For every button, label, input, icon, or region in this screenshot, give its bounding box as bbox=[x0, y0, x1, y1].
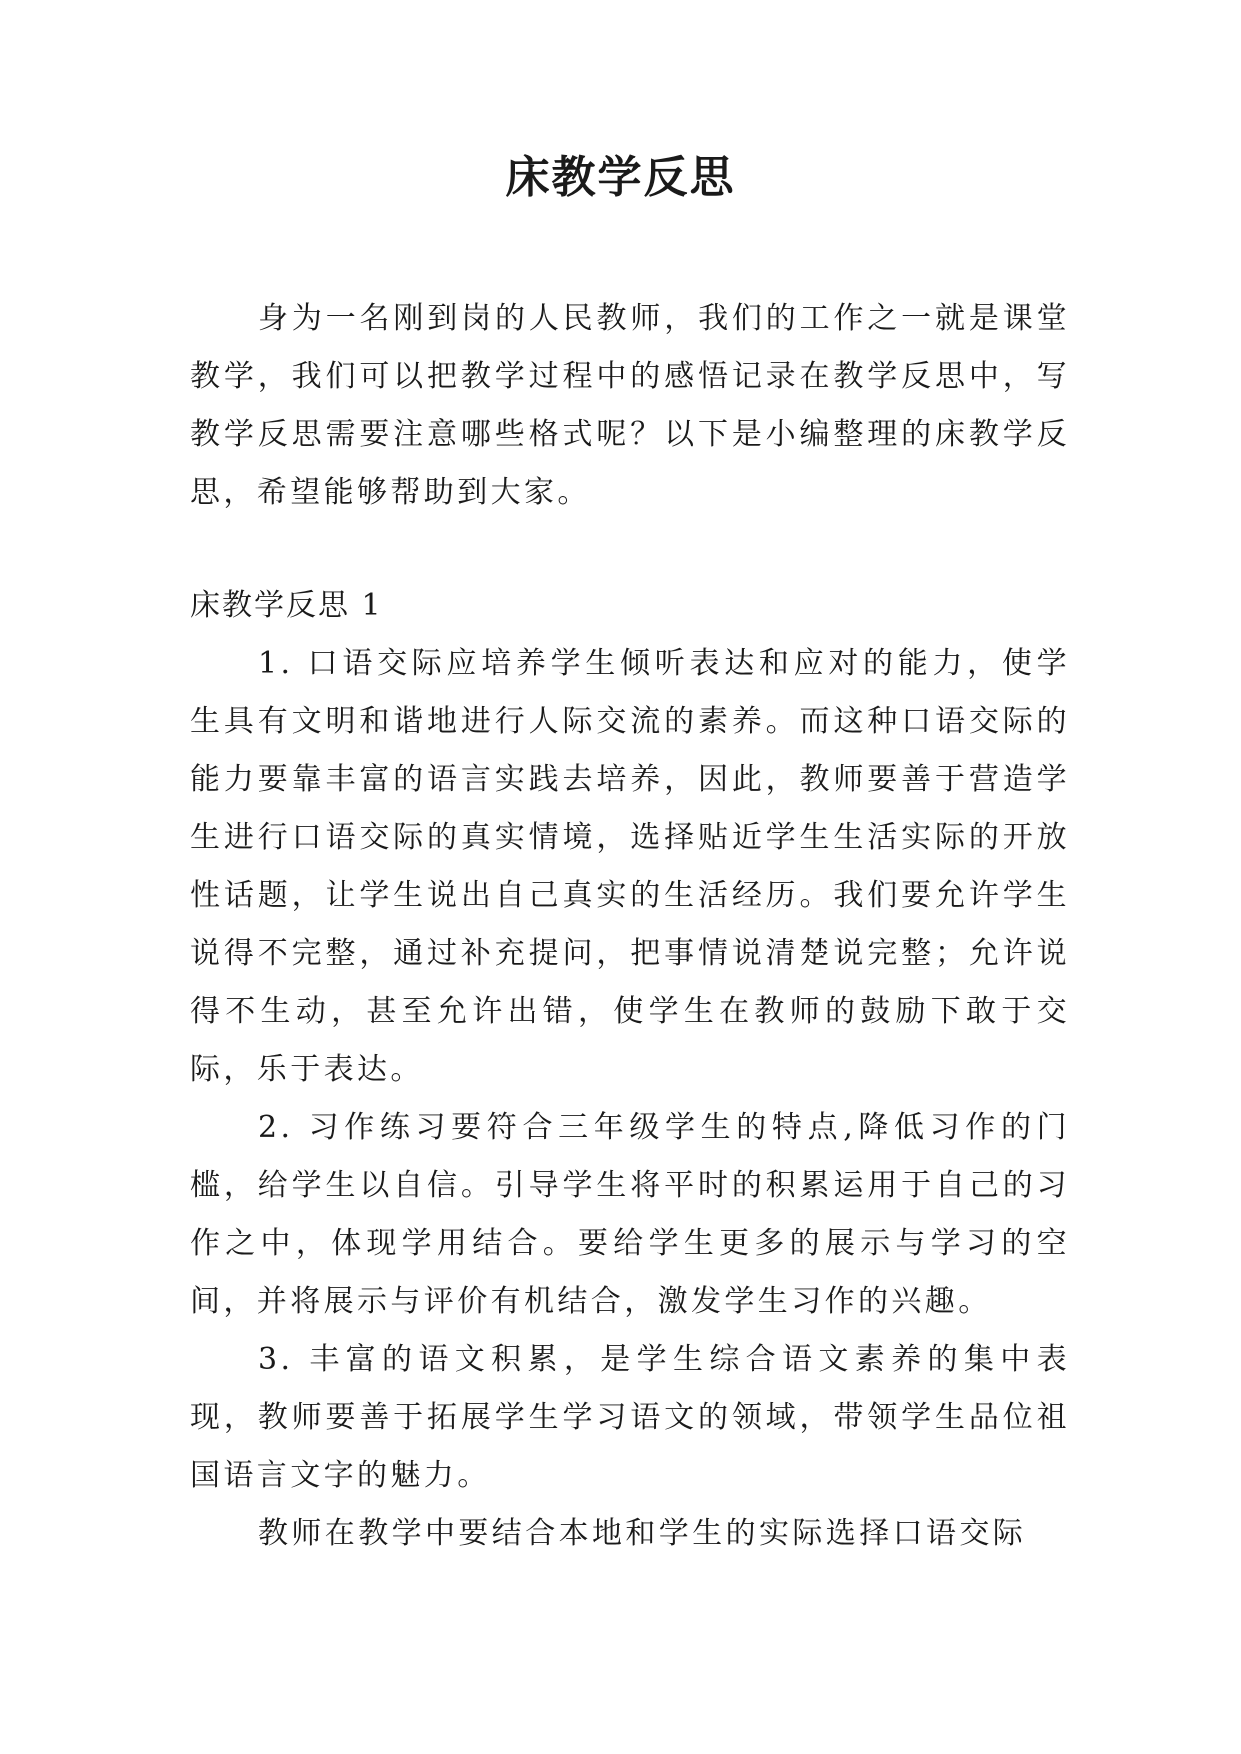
intro-paragraph: 身为一名刚到岗的人民教师，我们的工作之一就是课堂教学，我们可以把教学过程中的感悟记录在教学反思中，写教学反思需要注意哪些格式呢？以下是小编整理的床教学反思，希望能够帮助到大家。 bbox=[190, 301, 1070, 510]
paragraph-4: 教师在教学中要结合本地和学生的实际选择口语交际 bbox=[258, 1516, 1027, 1551]
paragraph-3: 3. 丰富的语文积累，是学生综合语文素养的集中表现，教师要善于拓展学生学习语文的领域，带领学生品位祖国语言文字的魅力。 bbox=[190, 1342, 1070, 1493]
document-title: 床教学反思 bbox=[505, 152, 736, 203]
section-heading: 床教学反思 1 bbox=[190, 588, 383, 623]
paragraph-2: 2. 习作练习要符合三年级学生的特点,降低习作的门槛，给学生以自信。引导学生将平时的积累运用于自己的习作之中，体现学用结合。要给学生更多的展示与学习的空间，并将展示与评价有机结合，激发学生习作的兴趣。 bbox=[190, 1110, 1070, 1319]
paragraph-1: 1. 口语交际应培养学生倾听表达和应对的能力，使学生具有文明和谐地进行人际交流的素养。而这种口语交际的能力要靠丰富的语言实践去培养，因此，教师要善于营造学生进行口语交际的真实情境，选择贴近学生生活实际的开放性话题，让学生说出自己真实的生活经历。我们要允许学生说得不完整，通过补充提问，把事情说清楚说完整；允许说得不生动，甚至允许出错，使学生在教师的鼓励下敢于交际，乐于表达。 bbox=[190, 646, 1070, 1087]
